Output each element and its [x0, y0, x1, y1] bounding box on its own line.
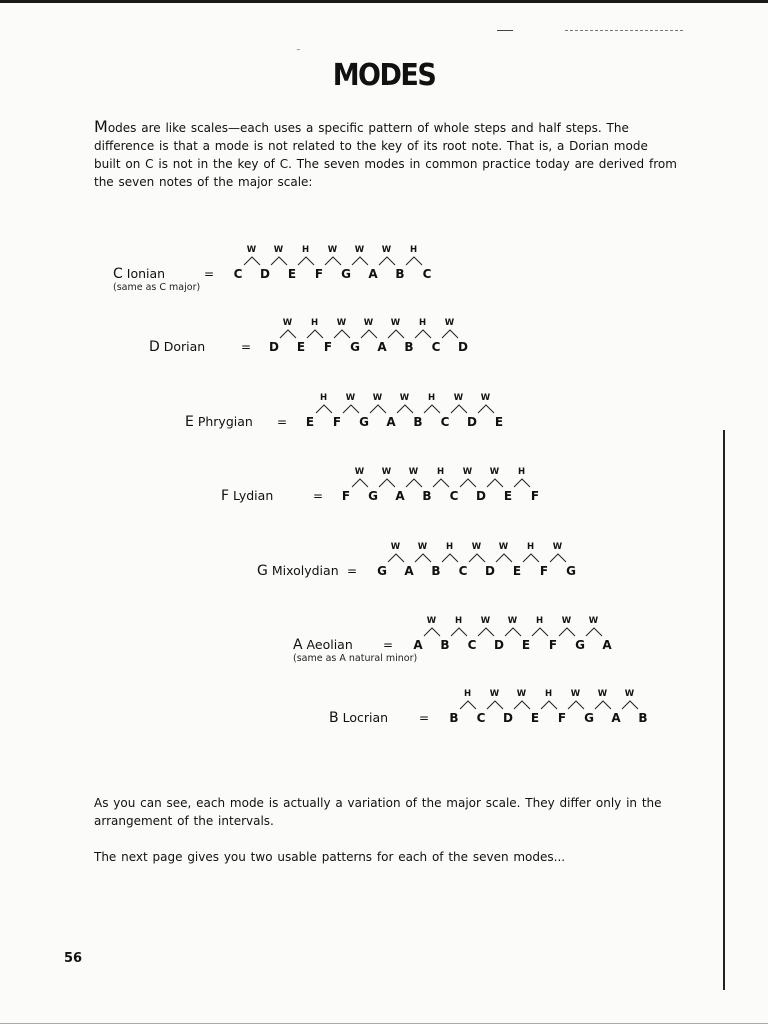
- step-chevron: [520, 553, 542, 563]
- step-chevron: [592, 700, 614, 710]
- note-letter: F: [530, 489, 540, 503]
- note-letter: E: [287, 267, 297, 281]
- step-chevron: [430, 478, 452, 488]
- step-label: W: [444, 318, 455, 328]
- mode-label: Ionian: [122, 266, 166, 281]
- intro-text: odes are like scales—each uses a specific pattern of whole steps and half steps. The difference is that a mode is not related to the key of its root note. That is, a Dorian mode built on C is not in the key of C. The seven modes in common practice today are derived from the seven notes of the major scale:: [94, 121, 677, 189]
- note-letter: F: [323, 340, 333, 354]
- step-label: W: [588, 616, 599, 626]
- step-chevron: [466, 553, 488, 563]
- mode-initial: F: [221, 488, 230, 504]
- step-label: H: [526, 542, 535, 552]
- note-letter: B: [413, 415, 423, 429]
- step-label: W: [552, 542, 563, 552]
- mode-name: [113, 266, 165, 282]
- step-chevron: [439, 553, 461, 563]
- note-letter: D: [467, 415, 477, 429]
- step-chevron: [349, 256, 371, 266]
- step-label: W: [489, 689, 500, 699]
- step-label: W: [327, 245, 338, 255]
- step-label: W: [282, 318, 293, 328]
- step-chevron: [403, 256, 425, 266]
- note-letter: G: [575, 638, 585, 652]
- step-label: W: [480, 393, 491, 403]
- page-title: MODES: [332, 58, 436, 93]
- mode-name: [185, 414, 253, 430]
- note-letter: E: [512, 564, 522, 578]
- note-letter: C: [440, 415, 450, 429]
- mode-initial: C: [113, 266, 123, 282]
- step-label: W: [381, 245, 392, 255]
- note-letter: E: [521, 638, 531, 652]
- note-letter: D: [458, 340, 468, 354]
- step-label: W: [417, 542, 428, 552]
- step-chevron: [493, 553, 515, 563]
- step-chevron: [376, 478, 398, 488]
- note-letter: A: [377, 340, 387, 354]
- mode-initial: B: [329, 710, 339, 726]
- step-label: W: [363, 318, 374, 328]
- step-chevron: [448, 627, 470, 637]
- mode-name: [149, 339, 205, 355]
- step-chevron: [547, 553, 569, 563]
- step-label: H: [454, 616, 463, 626]
- step-chevron: [322, 256, 344, 266]
- step-chevron: [241, 256, 263, 266]
- mode-name: [329, 710, 388, 726]
- step-label: W: [453, 393, 464, 403]
- step-chevron: [538, 700, 560, 710]
- step-label: W: [570, 689, 581, 699]
- step-label: W: [462, 467, 473, 477]
- step-chevron: [511, 478, 533, 488]
- note-letter: A: [404, 564, 414, 578]
- step-chevron: [349, 478, 371, 488]
- step-chevron: [340, 404, 362, 414]
- note-letter: F: [341, 489, 351, 503]
- note-letter: F: [548, 638, 558, 652]
- step-label: W: [471, 542, 482, 552]
- step-label: W: [561, 616, 572, 626]
- step-label: W: [273, 245, 284, 255]
- step-chevron: [421, 404, 443, 414]
- mode-name: [221, 488, 273, 504]
- note-letter: C: [431, 340, 441, 354]
- note-letter: E: [494, 415, 504, 429]
- step-chevron: [502, 627, 524, 637]
- step-label: W: [345, 393, 356, 403]
- step-chevron: [385, 553, 407, 563]
- note-letter: A: [611, 711, 621, 725]
- step-label: H: [409, 245, 418, 255]
- note-letter: F: [314, 267, 324, 281]
- note-letter: D: [494, 638, 504, 652]
- step-label: H: [310, 318, 319, 328]
- step-label: W: [480, 616, 491, 626]
- note-letter: C: [422, 267, 432, 281]
- step-chevron: [268, 256, 290, 266]
- intro-paragraph: [94, 118, 678, 191]
- page-number: 56: [64, 951, 83, 966]
- note-letter: G: [359, 415, 369, 429]
- top-rule-short: [497, 30, 513, 31]
- step-label: W: [390, 542, 401, 552]
- mode-name: [293, 637, 353, 653]
- step-label: H: [319, 393, 328, 403]
- note-letter: F: [332, 415, 342, 429]
- step-label: H: [427, 393, 436, 403]
- mode-note: (same as A natural minor): [293, 653, 418, 664]
- mode-label: Mixolydian: [267, 563, 339, 578]
- equals-sign: =: [277, 415, 288, 429]
- note-letter: A: [602, 638, 612, 652]
- step-label: H: [544, 689, 553, 699]
- mode-initial: D: [149, 339, 160, 355]
- mode-label: Aeolian: [302, 637, 353, 652]
- note-letter: G: [350, 340, 360, 354]
- step-label: H: [463, 689, 472, 699]
- note-letter: G: [341, 267, 351, 281]
- note-letter: B: [404, 340, 414, 354]
- step-label: H: [418, 318, 427, 328]
- step-label: W: [381, 467, 392, 477]
- note-letter: B: [638, 711, 648, 725]
- step-chevron: [619, 700, 641, 710]
- step-chevron: [457, 478, 479, 488]
- step-chevron: [439, 329, 461, 339]
- step-label: H: [436, 467, 445, 477]
- step-label: W: [408, 467, 419, 477]
- step-label: W: [354, 467, 365, 477]
- note-letter: G: [566, 564, 576, 578]
- step-label: W: [354, 245, 365, 255]
- intro-first-letter: M: [94, 117, 108, 136]
- step-chevron: [421, 627, 443, 637]
- equals-sign: =: [241, 340, 252, 354]
- step-label: W: [597, 689, 608, 699]
- step-label: W: [516, 689, 527, 699]
- note-letter: A: [368, 267, 378, 281]
- step-label: H: [301, 245, 310, 255]
- variation-paragraph: As you can see, each mode is actually a variation of the major scale. They differ only in the arrangement of the intervals.: [94, 796, 662, 828]
- note-letter: D: [269, 340, 279, 354]
- note-letter: F: [557, 711, 567, 725]
- step-label: W: [372, 393, 383, 403]
- mode-name: [257, 563, 339, 579]
- step-chevron: [511, 700, 533, 710]
- step-chevron: [385, 329, 407, 339]
- next-page-paragraph: The next page gives you two usable patterns for each of the seven modes...: [94, 850, 566, 864]
- step-chevron: [529, 627, 551, 637]
- step-label: W: [498, 542, 509, 552]
- equals-sign: =: [313, 489, 324, 503]
- note-letter: C: [233, 267, 243, 281]
- step-label: W: [624, 689, 635, 699]
- step-chevron: [412, 553, 434, 563]
- step-chevron: [448, 404, 470, 414]
- note-letter: G: [368, 489, 378, 503]
- step-label: W: [426, 616, 437, 626]
- step-chevron: [475, 404, 497, 414]
- step-chevron: [358, 329, 380, 339]
- note-letter: E: [503, 489, 513, 503]
- top-rule-dashed: [565, 30, 683, 31]
- note-letter: D: [476, 489, 486, 503]
- note-letter: C: [476, 711, 486, 725]
- mode-label: Lydian: [229, 488, 274, 503]
- note-letter: B: [431, 564, 441, 578]
- page-top-edge: [0, 0, 768, 3]
- step-chevron: [484, 700, 506, 710]
- note-letter: C: [467, 638, 477, 652]
- note-letter: D: [503, 711, 513, 725]
- mode-label: Locrian: [338, 710, 389, 725]
- mode-label: Phrygian: [193, 414, 253, 429]
- mode-initial: A: [293, 637, 303, 653]
- note-letter: E: [305, 415, 315, 429]
- step-label: W: [390, 318, 401, 328]
- step-chevron: [457, 700, 479, 710]
- note-letter: A: [395, 489, 405, 503]
- step-chevron: [394, 404, 416, 414]
- step-chevron: [331, 329, 353, 339]
- mode-initial: E: [185, 414, 194, 430]
- mode-initial: G: [257, 563, 268, 579]
- step-chevron: [295, 256, 317, 266]
- step-label: W: [489, 467, 500, 477]
- note-letter: E: [530, 711, 540, 725]
- equals-sign: =: [347, 564, 358, 578]
- note-letter: F: [539, 564, 549, 578]
- step-chevron: [277, 329, 299, 339]
- step-chevron: [403, 478, 425, 488]
- step-chevron: [367, 404, 389, 414]
- step-chevron: [556, 627, 578, 637]
- note-letter: G: [377, 564, 387, 578]
- step-label: W: [399, 393, 410, 403]
- step-chevron: [412, 329, 434, 339]
- step-label: H: [535, 616, 544, 626]
- note-letter: B: [422, 489, 432, 503]
- step-chevron: [304, 329, 326, 339]
- step-label: W: [336, 318, 347, 328]
- page-right-border: [723, 430, 725, 990]
- step-chevron: [484, 478, 506, 488]
- note-letter: B: [440, 638, 450, 652]
- note-letter: C: [449, 489, 459, 503]
- step-label: W: [246, 245, 257, 255]
- step-label: H: [445, 542, 454, 552]
- step-label: H: [517, 467, 526, 477]
- note-letter: C: [458, 564, 468, 578]
- equals-sign: =: [383, 638, 394, 652]
- stray-mark: ˜: [296, 49, 300, 59]
- mode-note: (same as C major): [113, 282, 201, 293]
- step-chevron: [376, 256, 398, 266]
- mode-label: Dorian: [159, 339, 206, 354]
- step-chevron: [313, 404, 335, 414]
- step-chevron: [475, 627, 497, 637]
- equals-sign: =: [204, 267, 215, 281]
- note-letter: D: [260, 267, 270, 281]
- note-letter: D: [485, 564, 495, 578]
- note-letter: B: [449, 711, 459, 725]
- step-chevron: [583, 627, 605, 637]
- note-letter: B: [395, 267, 405, 281]
- note-letter: G: [584, 711, 594, 725]
- note-letter: A: [386, 415, 396, 429]
- note-letter: E: [296, 340, 306, 354]
- equals-sign: =: [419, 711, 430, 725]
- step-chevron: [565, 700, 587, 710]
- note-letter: A: [413, 638, 423, 652]
- step-label: W: [507, 616, 518, 626]
